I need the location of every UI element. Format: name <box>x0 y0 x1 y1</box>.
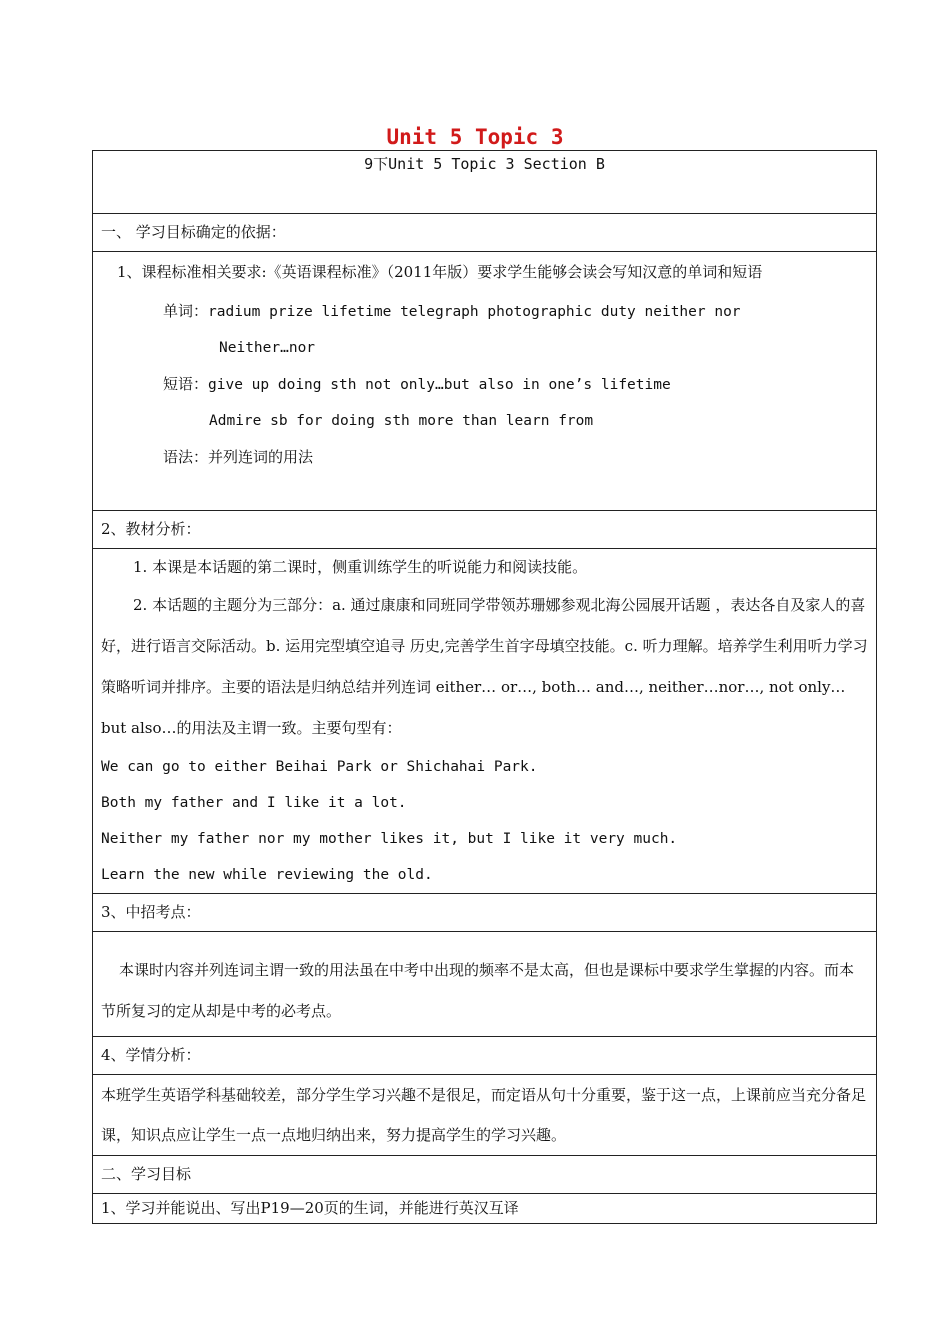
phrases-line <box>101 366 868 403</box>
vocabulary-label: 单词： <box>163 302 209 320</box>
section2-heading-row <box>93 511 877 549</box>
section3-content-row <box>93 932 877 1037</box>
section5-goal-row <box>93 1194 877 1224</box>
key-sentence: Neither my father nor my mother likes it, but I like it very much. <box>101 831 678 847</box>
section4-heading-row <box>93 1037 877 1075</box>
key-sentence: We can go to either Beihai Park or Shichahai Park. <box>101 759 538 775</box>
section2-content-row <box>93 549 877 894</box>
page-title: Unit 5 Topic 3 <box>386 125 564 149</box>
section-subtitle: 9下Unit 5 Topic 3 Section B <box>93 151 877 214</box>
key-sentence: Learn the new while reviewing the old. <box>101 867 433 883</box>
learning-goals-heading: 二、学习目标 <box>93 1156 877 1194</box>
vocabulary-line <box>101 293 868 330</box>
section1-heading: 一、 学习目标确定的依据： <box>93 214 877 252</box>
section1-heading-row <box>93 214 877 252</box>
phrases-text-cont: Admire sb for doing sth more than learn from <box>209 413 594 429</box>
learning-goal-1: 1、学习并能说出、写出P19—20页的生词，并能进行英汉互译 <box>93 1194 877 1224</box>
section1-content-row <box>93 252 877 511</box>
vocabulary-words-cont: Neither…nor <box>219 340 316 356</box>
subtitle-row <box>93 151 877 214</box>
curriculum-requirement: 1、课程标准相关要求:《英语课程标准》（2011年版）要求学生能够会读会写知汉意的单词和短语 <box>117 263 763 281</box>
analysis-point-2: 2. 本话题的主题分为三部分：a. 通过康康和同班同学带领苏珊娜参观北海公园展开话题 ，表达各自及家人的喜好，进行语言交际活动。b. 运用完型填空追寻 历史,完善学生首字母填空技能。c. 听力理解。培养学生利用听力学习策略听词并排序。主要的语法是归纳总结并列连词 either… or…, both… and…, neither…nor…, not only… but also…的用法及主谓一致。主要句型有： <box>101 596 868 737</box>
section3-heading: 3、中招考点： <box>93 894 877 932</box>
grammar-line: 语法：并列连词的用法 <box>163 448 314 466</box>
section4-heading: 4、学情分析： <box>93 1037 877 1075</box>
section4-content-row <box>93 1075 877 1156</box>
exam-points-content: 本课时内容并列连词主谓一致的用法虽在中考中出现的频率不是太高，但也是课标中要求学生掌握的内容。而本节所复习的定从却是中考的必考点。 <box>101 961 855 1020</box>
section5-heading-row <box>93 1156 877 1194</box>
phrases-label: 短语： <box>163 375 209 393</box>
vocabulary-words: radium prize lifetime telegraph photographic duty neither nor <box>208 304 741 320</box>
analysis-point-1: 1. 本课是本话题的第二课时，侧重训练学生的听说能力和阅读技能。 <box>133 558 588 576</box>
key-sentence: Both my father and I like it a lot. <box>101 795 407 811</box>
phrases-text: give up doing sth not only…but also in one’s lifetime <box>208 377 671 393</box>
section2-heading: 2、教材分析： <box>93 511 877 549</box>
lesson-plan-table <box>92 150 877 1224</box>
section3-heading-row <box>93 894 877 932</box>
student-analysis-content: 本班学生英语学科基础较差，部分学生学习兴趣不是很足，而定语从句十分重要，鉴于这一点，上课前应当充分备足课，知识点应让学生一点一点地归纳出来，努力提高学生的学习兴趣。 <box>101 1086 867 1144</box>
